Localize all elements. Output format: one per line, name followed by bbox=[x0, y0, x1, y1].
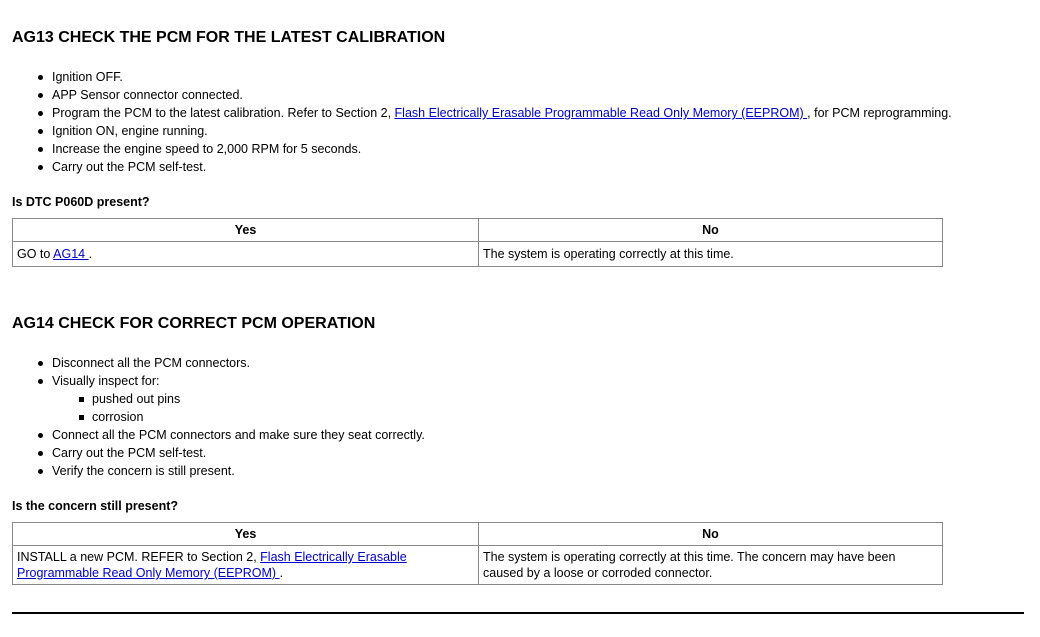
eeprom-link[interactable]: Flash Electrically Erasable Programmable Read Only Memory (EEPROM) bbox=[17, 550, 407, 580]
list-item: Ignition ON, engine running. bbox=[52, 122, 952, 140]
no-header: No bbox=[479, 219, 943, 242]
section-title-ag14: AG14 CHECK FOR CORRECT PCM OPERATION bbox=[12, 315, 376, 332]
list-item: Carry out the PCM self-test. bbox=[52, 158, 952, 176]
yes-cell bbox=[13, 242, 479, 267]
list-item: Disconnect all the PCM connectors. bbox=[52, 354, 425, 372]
sublist-item: corrosion bbox=[92, 408, 425, 426]
inspect-sublist bbox=[52, 390, 425, 426]
list-item: Ignition OFF. bbox=[52, 68, 952, 86]
yes-header: Yes bbox=[13, 523, 479, 546]
list-item: Increase the engine speed to 2,000 RPM for 5 seconds. bbox=[52, 140, 952, 158]
table-row bbox=[13, 546, 943, 585]
no-cell: The system is operating correctly at this time. bbox=[479, 242, 943, 267]
list-item: APP Sensor connector connected. bbox=[52, 86, 952, 104]
ag14-step-list bbox=[0, 354, 425, 480]
table-row bbox=[13, 242, 943, 267]
cell-text: . bbox=[88, 247, 93, 261]
list-item: Connect all the PCM connectors and make sure they seat correctly. bbox=[52, 428, 425, 442]
list-item: Verify the concern is still present. bbox=[52, 462, 425, 480]
eeprom-link[interactable]: Flash Electrically Erasable Programmable Read Only Memory (EEPROM) bbox=[394, 106, 808, 120]
yes-header: Yes bbox=[13, 219, 479, 242]
ag13-step-list bbox=[0, 68, 952, 176]
sublist-item: pushed out pins bbox=[92, 390, 425, 408]
list-item: Carry out the PCM self-test. bbox=[52, 444, 425, 462]
ag14-link[interactable]: AG14 bbox=[53, 247, 89, 261]
step-text: , for PCM reprogramming. bbox=[807, 106, 952, 120]
cell-text: INSTALL a new PCM. REFER to Section 2, bbox=[17, 550, 261, 564]
yes-cell bbox=[13, 546, 479, 585]
cell-text: GO to bbox=[17, 247, 54, 261]
step-text: Program the PCM to the latest calibration. Refer to Section 2, bbox=[52, 106, 395, 120]
horizontal-divider bbox=[12, 612, 1024, 614]
list-item: Visually inspect for: bbox=[52, 372, 425, 390]
table-header-row bbox=[13, 523, 943, 546]
list-item-sublist bbox=[52, 390, 425, 426]
question-ag13: Is DTC P060D present? bbox=[12, 195, 150, 209]
question-ag14: Is the concern still present? bbox=[12, 499, 179, 513]
result-table-ag14 bbox=[12, 522, 943, 585]
cell-text: . bbox=[279, 566, 284, 580]
no-cell: The system is operating correctly at this time. The concern may have been caused by a loose or corroded connector. bbox=[479, 546, 943, 585]
list-item bbox=[52, 104, 952, 122]
table-header-row bbox=[13, 219, 943, 242]
section-title-ag13: AG13 CHECK THE PCM FOR THE LATEST CALIBRATION bbox=[12, 29, 446, 46]
result-table-ag13 bbox=[12, 218, 943, 267]
no-header: No bbox=[479, 523, 943, 546]
